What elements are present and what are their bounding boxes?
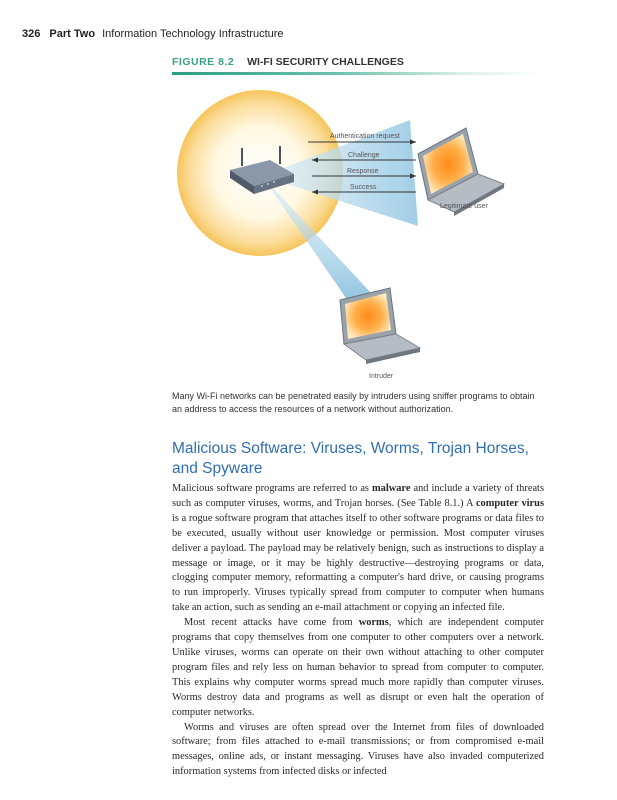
page-number: 326 (22, 28, 41, 40)
part-label: Part Two (49, 28, 96, 40)
paragraph: Most recent attacks have come from worms, which are independent computer programs that copy themselves from one computer to other computers over a network. Unlike viruses, worms can operate on their own without attaching to other computer program files and rely less on human behavior to spread from computer to computer. This explains why computer worms spread much more rapidly than computer viruses. Worms destroy data and programs as well as disrupt or even halt the operation of computer networks. (172, 617, 544, 718)
figure-header (172, 56, 544, 68)
paragraph: Malicious software programs are referred to as malware and include a variety of threats such as computer viruses, worms, and Trojan horses. (See Table 8.1.) A computer virus is a rogue software program that attaches itself to other software programs or data files to be executed, usually without user knowledge or permission. Most computer viruses deliver a payload. The payload may be relatively benign, such as instructions to display a message or image, or it may be highly destructive—destroying programs or data, clogging computer memory, reformatting a computer's hard drive, or causing programs to run improperly. Viruses typically spread from computer to computer when humans take an action, such as sending an e-mail attachment or copying an infected file. (172, 483, 544, 614)
figure-label: FIGURE 8.2 (172, 56, 235, 68)
part-title: Information Technology Infrastructure (102, 28, 284, 40)
body-text (172, 482, 544, 780)
label-legitimate-user: Legitimate user (440, 203, 488, 210)
label-challenge: Challenge (348, 152, 380, 159)
label-authentication-request: Authentication request (330, 133, 400, 140)
figure-caption: Many Wi-Fi networks can be penetrated easily by intruders using sniffer programs to obtain an address to access the resources of a network without authorization. (172, 391, 535, 414)
label-response: Response (347, 168, 379, 175)
running-head (22, 28, 284, 40)
paragraph: Worms and viruses are often spread over the Internet from files of downloaded software; from files attached to e-mail transmissions; or from compromised e-mail messages, online ads, or instant messaging. Viruses have also invaded computerized information systems from infected disks or infected (172, 721, 544, 778)
label-success: Success (350, 184, 377, 191)
figure-rule (172, 72, 544, 75)
label-intruder: Intruder (369, 373, 394, 380)
term-computer-virus: computer virus (475, 497, 544, 509)
section-heading: Malicious Software: Viruses, Worms, Trojan Horses, and Spyware (172, 440, 529, 477)
figure-title: WI-FI SECURITY CHALLENGES (247, 56, 404, 68)
wifi-diagram (172, 78, 544, 383)
laptop-icon-intruder (340, 288, 420, 364)
term-malware: malware (372, 483, 411, 494)
term-worms: worms (358, 617, 389, 629)
